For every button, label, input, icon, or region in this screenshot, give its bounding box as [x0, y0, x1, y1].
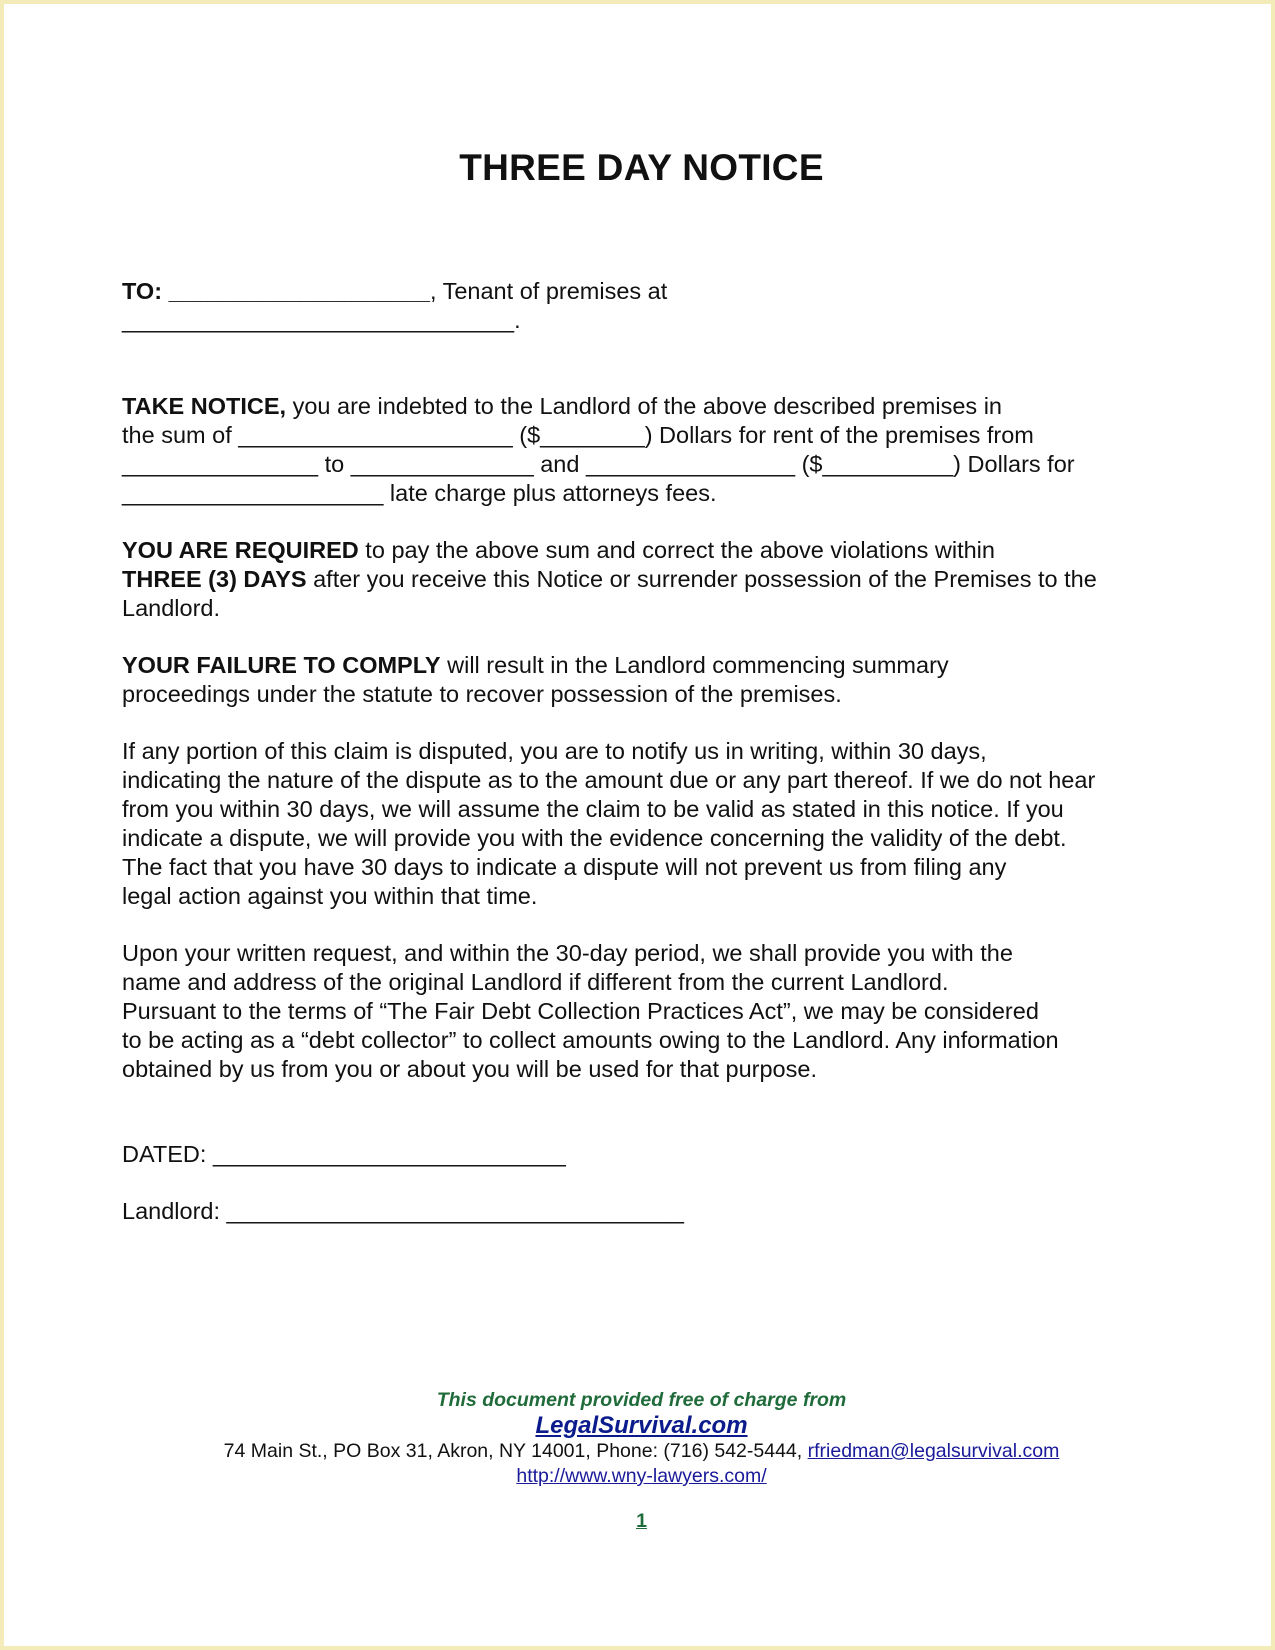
dispute-line: from you within 30 days, we will assume the claim to be valid as stated in this notice. If you [122, 796, 1064, 822]
legalsurvival-link[interactable]: LegalSurvival.com [535, 1412, 748, 1439]
required-line-1: YOU ARE REQUIRED to pay the above sum and correct the above violations within [122, 537, 995, 563]
three-days-bold: THREE (3) DAYS [122, 566, 307, 592]
failure-line-2: proceedings under the statute to recover possession of the premises. [122, 681, 842, 707]
request-line: Upon your written request, and within the 30-day period, we shall provide you with the [122, 940, 1013, 966]
dispute-line: If any portion of this claim is disputed, you are to notify us in writing, within 30 days, [122, 738, 987, 764]
request-line: to be acting as a “debt collector” to collect amounts owing to the Landlord. Any information [122, 1027, 1059, 1053]
take-notice-line-1: TAKE NOTICE, you are indebted to the Landlord of the above described premises in [122, 393, 1002, 419]
dispute-line: legal action against you within that time. [122, 883, 538, 909]
email-link[interactable]: rfriedman@legalsurvival.com [807, 1440, 1060, 1462]
website-link[interactable]: http://www.wny-lawyers.com/ [516, 1465, 767, 1487]
required-bold: YOU ARE REQUIRED [122, 537, 359, 563]
take-notice-line-2: the sum of _____________________ ($________) Dollars for rent of the premises from [122, 422, 1034, 448]
tenant-premises-text: , Tenant of premises at [429, 278, 668, 304]
failure-line-1: YOUR FAILURE TO COMPLY will result in the Landlord commencing summary [122, 652, 949, 678]
dated-signature-line: DATED: ___________________________ [122, 1141, 566, 1167]
tenant-name-blank: ____________________ [162, 278, 430, 304]
dispute-line: The fact that you have 30 days to indicate a dispute will not prevent us from filing any [122, 854, 1007, 880]
required-line-3: Landlord. [122, 595, 220, 621]
take-notice-line-4: ____________________ late charge plus attorneys fees. [122, 480, 717, 506]
provided-by-text: This document provided free of charge from [436, 1389, 847, 1411]
request-line: Pursuant to the terms of “The Fair Debt Collection Practices Act”, we may be considered [122, 998, 1039, 1024]
dispute-line: indicate a dispute, we will provide you with the evidence concerning the validity of the debt. [122, 825, 1067, 851]
document-title: THREE DAY NOTICE [459, 147, 824, 188]
premises-address-blank: ______________________________. [122, 307, 521, 333]
take-notice-line-3: _______________ to ______________ and ________________ ($__________) Dollars for [122, 451, 1075, 477]
to-line [122, 277, 1182, 306]
notice-body [122, 277, 1182, 1226]
contact-address: 74 Main St., PO Box 31, Akron, NY 14001, Phone: (716) 542-5444, rfriedman@legalsurvival.com [223, 1440, 1060, 1462]
request-line: obtained by us from you or about you will be used for that purpose. [122, 1056, 817, 1082]
dispute-line: indicating the nature of the dispute as to the amount due or any part thereof. If we do not hear [122, 767, 1096, 793]
document-footer [4, 1387, 1275, 1533]
failure-bold: YOUR FAILURE TO COMPLY [122, 652, 441, 678]
to-label: TO: [122, 278, 163, 304]
request-line: name and address of the original Landlord if different from the current Landlord. [122, 969, 949, 995]
page-number: 1 [636, 1510, 647, 1532]
take-notice-bold: TAKE NOTICE, [122, 393, 287, 419]
landlord-signature-line: Landlord: ___________________________________ [122, 1198, 684, 1224]
required-line-2: THREE (3) DAYS after you receive this Notice or surrender possession of the Premises to the [122, 566, 1097, 592]
